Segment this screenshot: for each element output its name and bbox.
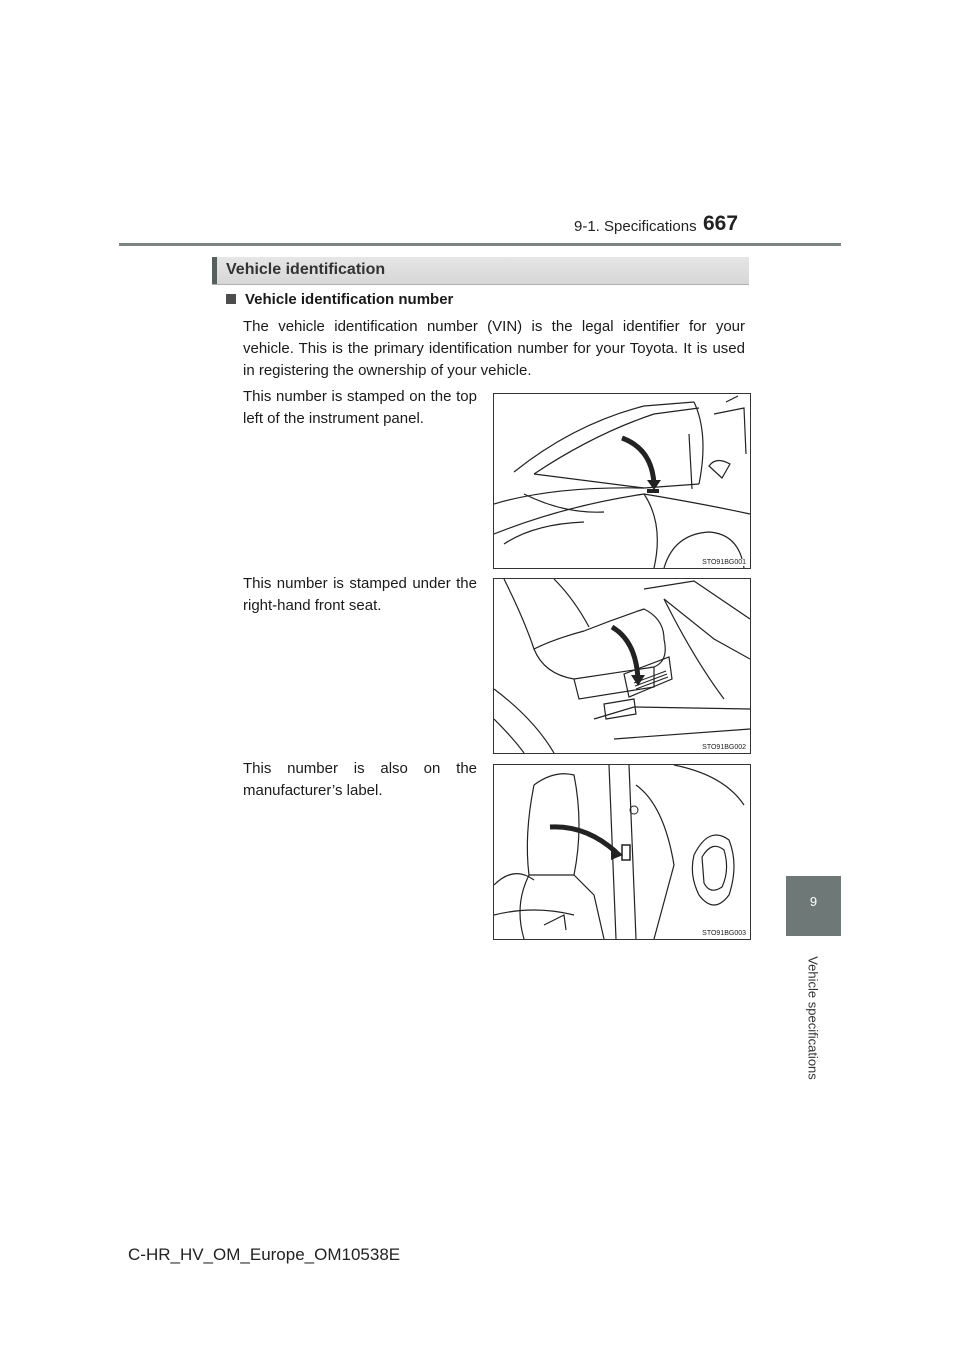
document-code: C-HR_HV_OM_Europe_OM10538E: [128, 1245, 401, 1264]
door-pillar-illustration: [494, 765, 750, 939]
section-title: Vehicle identification: [226, 261, 386, 278]
front-seat-illustration: [494, 579, 750, 753]
figure-caption-1: This number is stamped on the top left of the instrument panel.: [243, 388, 477, 427]
instrument-panel-illustration: [494, 394, 750, 568]
vin-description: The vehicle identification number (VIN) is the legal identifier for your vehicle. This is the primary identification number for your Toyota. It is used in registering the ownership of your vehicle.: [243, 318, 745, 379]
page-number: 667: [703, 212, 739, 235]
subsection-title: Vehicle identification number: [245, 291, 454, 308]
figure-code-1: STO91BG001: [702, 559, 746, 566]
figure-front-seat: [493, 578, 751, 754]
figure-manufacturer-label: [493, 764, 751, 940]
figure-code-2: STO91BG002: [702, 744, 746, 751]
figure-instrument-panel: [493, 393, 751, 569]
figure-code-3: STO91BG003: [702, 930, 746, 937]
subsection-heading: [226, 291, 453, 308]
chapter-tab: [786, 876, 841, 936]
header-divider: [119, 243, 841, 246]
chapter-label: Vehicle specifications: [805, 956, 821, 1080]
figure-caption-2: This number is stamped under the right-hand front seat.: [243, 575, 477, 614]
running-header-section: 9-1. Specifications: [574, 218, 697, 235]
bullet-square-icon: [226, 294, 236, 304]
section-heading-bar: [212, 257, 217, 284]
figure-caption-3: This number is also on the manufacturer’s label.: [243, 760, 477, 799]
section-heading: [212, 257, 749, 285]
chapter-number: 9: [809, 894, 818, 909]
